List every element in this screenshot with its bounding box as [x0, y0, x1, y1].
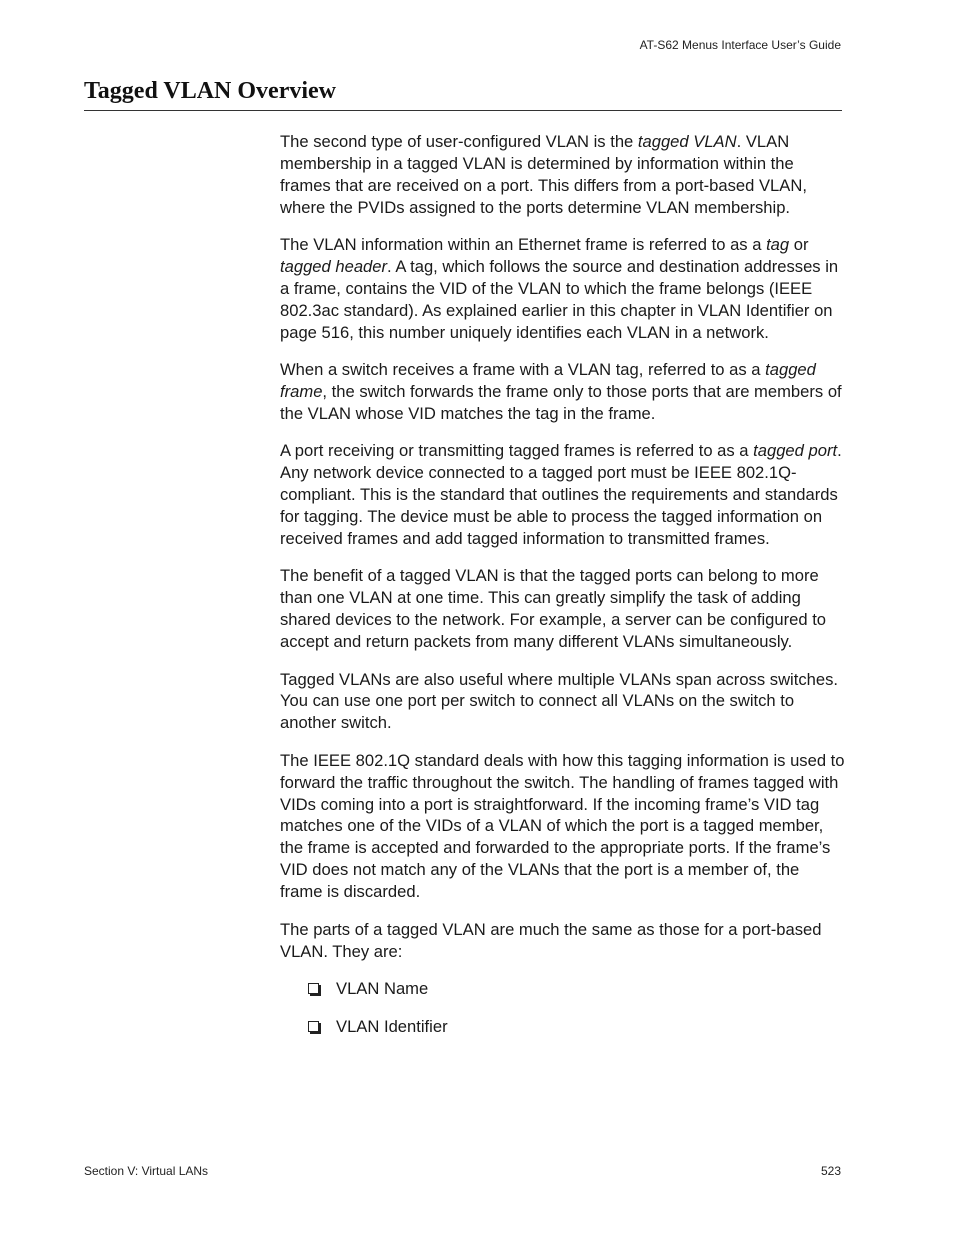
body-paragraph: [280, 750, 845, 903]
list-item-label: VLAN Identifier: [336, 1016, 448, 1036]
italic-term: tagged port: [753, 441, 838, 461]
text-run: A port receiving or transmitting tagged frames is referred to as a: [280, 441, 754, 461]
body-paragraph: [280, 669, 845, 735]
italic-term: tagged frame: [280, 360, 816, 402]
italic-term: tagged VLAN: [637, 132, 737, 151]
text-run: The benefit of a tagged VLAN is that the tagged ports can belong to more than one VLAN at one time. This can greatly simplify the task of adding shared devices to the network. For example, a server can be configured to accept and return packets from many different VLANs simultaneously.: [280, 566, 827, 652]
text-run: , the switch forwards the frame only to those ports that are members of the VLAN whose VID matches the tag in the frame.: [280, 382, 842, 423]
text-run: The IEEE 802.1Q standard deals with how this tagging information is used to forward the traffic throughout the switch. The handling of frames tagged with VIDs coming into a port is straightforward. If the incoming frame’s VID tag matches one of the VIDs of a VLAN of which the port is a tagged member, the frame is accepted and forwarded to the appropriate ports. If the frame’s VID does not match any of the VLANs that the port is a member of, the frame is discarded.: [280, 750, 845, 902]
list-item-label: VLAN Name: [336, 978, 429, 998]
body-paragraph: [280, 131, 845, 219]
footer-section-label: Section V: Virtual LANs: [84, 1164, 209, 1178]
body-column: [280, 131, 845, 1054]
footer-page-number: 523: [820, 1164, 841, 1178]
list-item: [308, 1016, 845, 1038]
italic-term: tag: [766, 235, 790, 255]
text-run: When a switch receives a frame with a VLAN tag, referred to as a: [280, 360, 766, 380]
text-run: The parts of a tagged VLAN are much the same as those for a port-based VLAN. They are:: [280, 919, 822, 961]
list-item: [308, 978, 845, 1000]
checkbox-bullet-icon: [308, 983, 319, 994]
text-run: . Any network device connected to a tagged port must be IEEE 802.1Q-compliant. This is the standard that outlines the requirements and standards for tagging. The device must be able to process the tagged information on received frames and add tagged information to transmitted frames.: [280, 441, 842, 548]
text-run: . A tag, which follows the source and destination addresses in a frame, contains the VID of the VLAN to which the frame belongs (IEEE 802.3ac standard). As explained earlier in this chapter in VLAN Identifier on page 516, this number uniquely identifies each VLAN in a network.: [280, 257, 839, 342]
body-paragraph: [280, 565, 845, 653]
paragraphs: [280, 131, 845, 962]
bullet-list: [280, 978, 845, 1038]
checkbox-bullet-icon: [308, 1021, 319, 1032]
text-run: Tagged VLANs are also useful where multiple VLANs span across switches. You can use one port per switch to connect all VLANs on the switch to another switch.: [280, 669, 839, 733]
body-paragraph: [280, 919, 845, 963]
text-run: or: [789, 235, 809, 255]
body-paragraph: [280, 440, 845, 550]
body-paragraph: [280, 234, 845, 344]
body-paragraph: [280, 359, 845, 425]
text-run: The second type of user-configured VLAN is the: [280, 132, 638, 151]
running-header: AT-S62 Menus Interface User’s Guide: [639, 38, 841, 52]
section-title: Tagged VLAN Overview: [84, 78, 336, 104]
title-rule: [84, 110, 842, 111]
text-run: . VLAN membership in a tagged VLAN is determined by information within the frames that are received on a port. This differs from a port-based VLAN, where the PVIDs assigned to the ports determine VLAN membership.: [280, 132, 807, 217]
text-run: The VLAN information within an Ethernet frame is referred to as a: [280, 235, 767, 255]
italic-term: tagged header: [280, 257, 388, 277]
